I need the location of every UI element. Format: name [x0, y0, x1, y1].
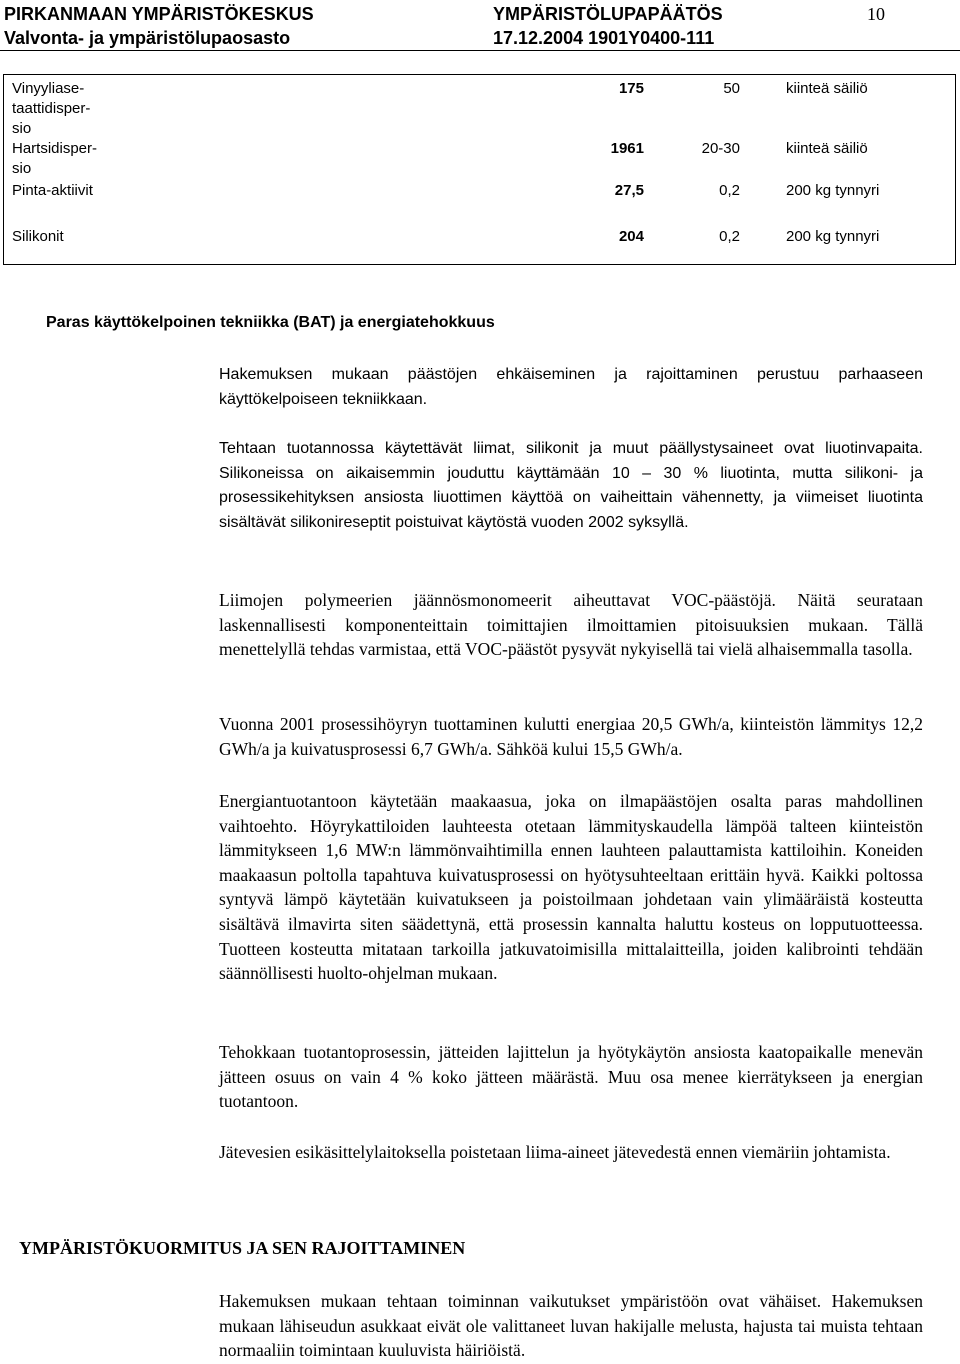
section-title-environmental-load: YMPÄRISTÖKUORMITUS JA SEN RAJOITTAMINEN: [19, 1238, 466, 1258]
chemical-amount: 1961: [610, 140, 644, 157]
paragraph: Vuonna 2001 prosessihöyryn tuottaminen kulutti energiaa 20,5 GWh/a, kiinteistön lämmitys 12,2 GWh/a ja kuivatusprosessi 6,7 GWh/a. Sähköä kului 15,5 GWh/a.: [219, 714, 923, 759]
header-department: Valvonta- ja ympäristölupaosasto: [4, 28, 291, 48]
document-header: [0, 0, 960, 48]
page-number: 10: [867, 4, 885, 24]
chemical-name: Vinyyliase- taattidisper- sio: [12, 80, 91, 137]
chemical-amount: 175: [618, 80, 644, 97]
header-divider: [0, 50, 960, 51]
chemical-storage: 200 kg tynnyri: [786, 182, 880, 199]
header-document-type: YMPÄRISTÖLUPAPÄÄTÖS: [493, 4, 723, 24]
paragraph: Jätevesien esikäsittelylaitoksella poistetaan liima-aineet jätevedestä ennen viemäriin johtamista.: [219, 1142, 891, 1162]
chemical-value: 0,2: [719, 228, 740, 245]
chemical-name: Silikonit: [12, 228, 64, 245]
section-title-bat: Paras käyttökelpoinen tekniikka (BAT) ja energiatehokkuus: [46, 314, 495, 331]
chemical-amount: 204: [618, 228, 644, 245]
paragraph: Hakemuksen mukaan tehtaan toiminnan vaikutukset ympäristöön ovat vähäiset. Hakemuksen mukaan lähiseudun asukkaat eivät ole valittaneet luvan hakijalle melusta, hajusta tai muista tehtaan normaaliin toimintaan kuuluvista häiriöistä.: [219, 1291, 923, 1361]
chemical-name: Hartsidisper- sio: [12, 140, 98, 177]
header-document-reference: 17.12.2004 1901Y0400-111: [493, 28, 715, 48]
paragraph: Energiantuotantoon käytetään maakaasua, joka on ilmapäästöjen osalta paras mahdollinen vaihtoehto. Höyrykattiloiden lauhteesta otetaan lämmityskaudella lämpöä talteen kiinteistön lämmitykseen 1,6 MW:n lämmönvaihtimilla ennen lauhteen palauttamista kattiloihin. Koneiden maakaasun poltolla tapahtuva kuivatusprosessi on hyötysuhteeltaan erittäin hyvä. Kaikki poltossa syntyvä lämpö käytetään kuivatukseen ja poistoilmaan johdetaan vain ylimääräistä kosteutta sisältävä ilmavirta siten säädettynä, että prosessin kannalta haluttu kosteus on lopputuotteessa. Tuotteen kosteutta mitataan tarkoilla jatkuvatoimisilla mittalaitteilla, joiden kalibrointi tehdään säännöllisesti huolto-ohjelman mukaan.: [219, 791, 923, 984]
paragraph: Tehtaan tuotannossa käytettävät liimat, silikonit ja muut päällystysaineet ovat liuotinvapaita. Silikoneissa on aikaisemmin jouduttu käyttämään 10 – 30 % liuotinta, mutta silikoni- ja prosessikehityksen ansiosta liuottimen käyttöä on vaiheittain vähennetty, ja viimeiset liuotinta sisältävät silikonireseptit poistuivat käytöstä vuoden 2002 syksyllä.: [219, 440, 923, 531]
chemical-storage: kiinteä säiliö: [786, 140, 868, 157]
paragraph: Tehokkaan tuotantoprosessin, jätteiden lajittelun ja hyötykäytön ansiosta kaatopaikalle menevän jätteen osuus on vain 4 % koko jätteen määrästä. Muu osa menee kierrätykseen ja energian tuotantoon.: [219, 1042, 923, 1112]
header-organization: PIRKANMAAN YMPÄRISTÖKESKUS: [4, 4, 314, 24]
chemical-value: 0,2: [719, 182, 740, 199]
chemical-storage-table: [3, 74, 956, 265]
chemical-name: Pinta-aktiivit: [12, 182, 93, 199]
paragraph: Hakemuksen mukaan päästöjen ehkäiseminen ja rajoittaminen perustuu parhaaseen käyttökelpoiseen tekniikkaan.: [219, 366, 923, 408]
chemical-value: 50: [723, 80, 740, 97]
chemical-storage: kiinteä säiliö: [786, 80, 868, 97]
chemical-value: 20-30: [701, 140, 740, 157]
chemical-storage: 200 kg tynnyri: [786, 228, 880, 245]
paragraph: Liimojen polymeerien jäännösmonomeerit aiheuttavat VOC-päästöjä. Näitä seurataan laskennallisesti komponenteittain toimittajien ilmoittamien pitoisuuksien mukaan. Tällä menettelyllä tehdas varmistaa, että VOC-päästöt pysyvät nykyisellä tai vielä alhaisemmalla tasolla.: [219, 590, 923, 660]
chemical-amount: 27,5: [614, 182, 644, 199]
